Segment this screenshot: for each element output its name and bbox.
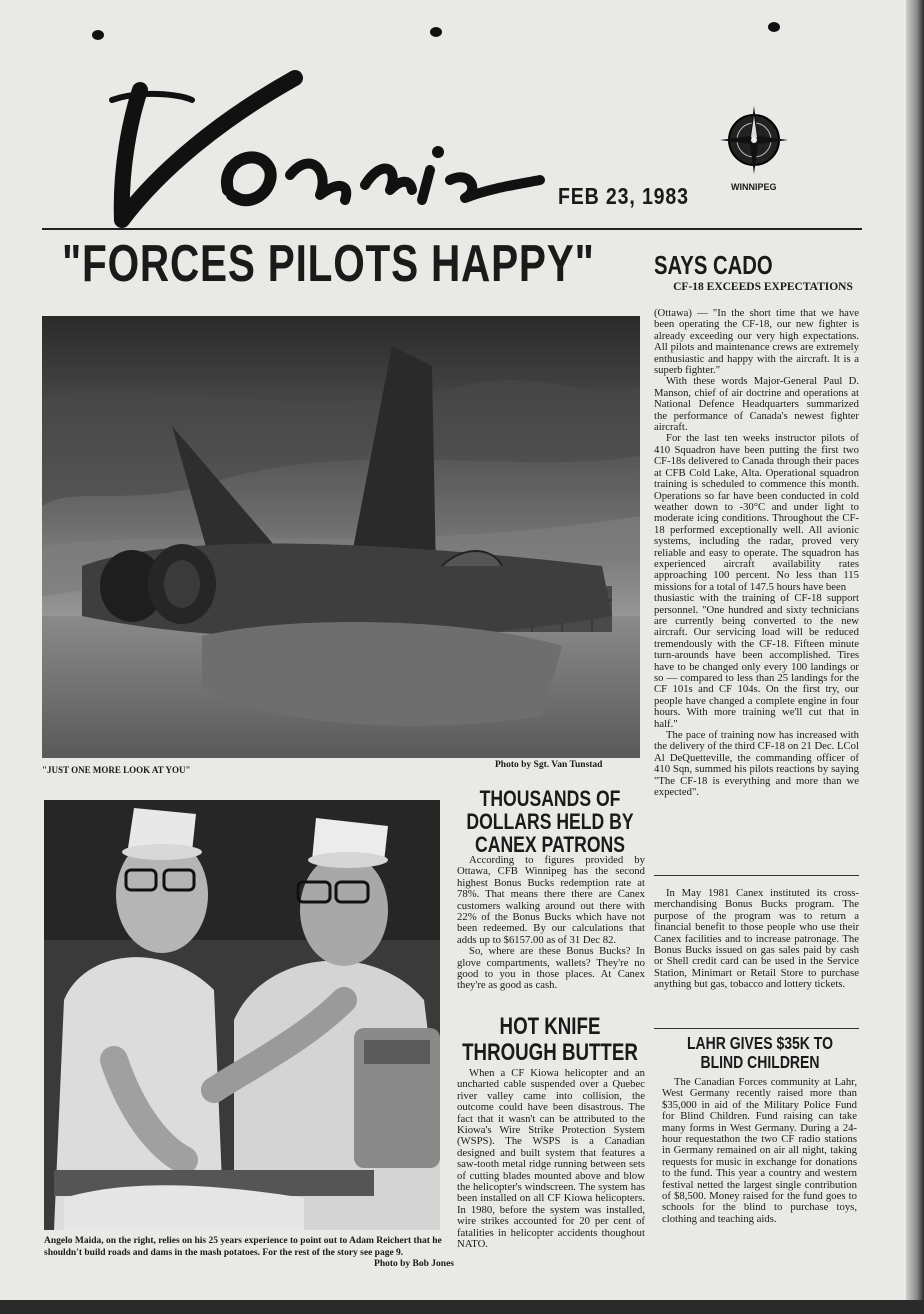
article-paragraph: (Ottawa) — "In the short time that we have been operating the CF-18, our new fighter is already exceeding our very high expectations. All pilots and maintenance crews are extremely enthusiastic and happy with the aircraft. It is a superb fighter.": [654, 308, 859, 377]
article-paragraph: The pace of training now has increased with the delivery of the third CF-18 on 21 Dec. LCol Al DeQuetteville, the commanding officer of 410 Sqn, summed his pilots reactions by saying "The CF-18 is everything and more than we expected".: [654, 729, 859, 799]
canex-continued: [654, 888, 859, 991]
knife-article: [457, 1068, 645, 1251]
photo1-credit: Photo by Sgt. Van Tunstad: [495, 760, 603, 770]
side-subhead: CF-18 EXCEEDS EXPECTATIONS: [673, 281, 853, 293]
ottawa-article: [654, 308, 859, 860]
side-headline: SAYS CADO: [654, 250, 773, 280]
article-paragraph: In May 1981 Canex instituted its cross-merchandising Bonus Bucks program. The purpose of the program was to return a financial benefit to those people who use their Canex facilities and to increase patronage. The Bonus Bucks issued on gas sales paid by cash or Shell credit card can be used in the Service Station, Minimart or Retail Store to purchase anything but gas, tobacco and lottery tickets.: [654, 887, 859, 991]
voxair-logo: [100, 60, 560, 240]
article-paragraph: So, where are these Bonus Bucks? In glove compartments, wallets? They're no good to you in those places. At Canex they're as good as cash.: [457, 945, 645, 992]
article-paragraph: With these words Major-General Paul D. Manson, chief of air doctrine and operations at National Defence Headquarters summarized the performance of Canada's newest fighter aircraft.: [654, 375, 859, 434]
compass-rose-icon: [718, 104, 790, 176]
knife-headline: HOT KNIFE THROUGH BUTTER: [462, 1013, 638, 1066]
photo2-caption: [44, 1236, 454, 1271]
page-edge: [0, 1300, 924, 1314]
canex-article: [457, 855, 645, 992]
photo2-caption-text: Angelo Maida, on the right, relies on his 25 years experience to point out to Adam Reichert that he shouldn't build roads and dams in the mash potatoes. For the rest of the story see page 9.: [44, 1236, 442, 1258]
punch-hole: [430, 27, 442, 37]
photo2-credit: Photo by Bob Jones: [374, 1259, 454, 1269]
article-paragraph: According to figures provided by Ottawa, CFB Winnipeg has the second highest Bonus Bucks redemption rate at 78%. That means there there are Canex customers walking around out there with 22% of the Bonus Bucks which have not been redeemed. By our calculations that adds up to $6157.00 as of 31 Dec 82.: [457, 854, 645, 946]
article-paragraph: When a CF Kiowa helicopter and an uncharted cable suspended over a Quebec river valley came into collision, the outcome could have been disastrous. The fact that it wasn't can be attributed to the Kiowa's Wire Strike Protection System (WSPS). The WSPS is a Canadian designed and built system that features a saw-tooth metal ridge running between sets of cutting blades mounted above and blow the helicopter's windscreen. The system has been installed on all CF Kiowa helicopters. In 1980, before the system was installed, wire strikes accounted for 20 per cent of fatalities in helicopter accidents thoughout NATO.: [457, 1067, 645, 1251]
punch-hole: [92, 30, 104, 40]
box-rule: [654, 1028, 859, 1029]
cooks-photo: [44, 800, 440, 1230]
article-paragraph: thusiastic with the training of CF-18 support personnel. "One hundred and sixty technicians are currently being converted to the new aircraft. Our servicing load will be reduced tremendously with the CF-18. Fifteen minute turn-arounds have been accomplished. Tires have to be changed only every 100 landings or so — compared to less than 25 landings for the CF 101s and CF 104s. On the first try, our people have changed a complete engine in four hours. With more training we'll cut that in half.": [654, 592, 859, 730]
page-edge: [906, 0, 924, 1314]
cf18-jet-photo: [42, 316, 640, 758]
issue-date: FEB 23, 1983: [558, 183, 689, 209]
article-paragraph: For the last ten weeks instructor pilots of 410 Squadron have been putting the first two CF-18s delivered to Canada through their paces at CFB Cold Lake, Alta. Operational squadron training is scheduled to commence this month. Operations so far have been conducted in cold weather down to -30°C and under light to moderate icing conditions. Throughout the CF-18 performed exceptionally well. All avionic systems, including the radar, proved very reliable and easy to operate. The squadron has experienced aircraft availability rates approaching 100 percent. No less than 115 missions for a total of 147.5 hours have been: [654, 432, 859, 593]
punch-hole: [768, 22, 780, 32]
box-rule: [654, 875, 859, 876]
lahr-article: [662, 1077, 857, 1225]
lahr-headline: LAHR GIVES $35K TO BLIND CHILDREN: [686, 1033, 833, 1072]
photo1-caption: "JUST ONE MORE LOOK AT YOU": [42, 765, 191, 775]
city-label: WINNIPEG: [731, 182, 777, 192]
masthead-rule: [42, 228, 862, 230]
article-paragraph: The Canadian Forces community at Lahr, West Germany recently raised more than $35,000 in aid of the Military Police Fund for Blind Children. Fund raising can take many forms in West Germany. During a 24-hour requestathon the two CF radio stations in Germany remained on air all night, taking requests for music in exchange for donations to the fund. This year a country and western festival netted the largest single contribution of $8,500. Money raised for the fund goes to schools for the blind to purchase toys, clothing and teaching aids.: [662, 1076, 857, 1225]
main-headline: "FORCES PILOTS HAPPY": [62, 235, 595, 293]
canex-headline: THOUSANDS OF DOLLARS HELD BY CANEX PATRONS: [466, 786, 634, 857]
